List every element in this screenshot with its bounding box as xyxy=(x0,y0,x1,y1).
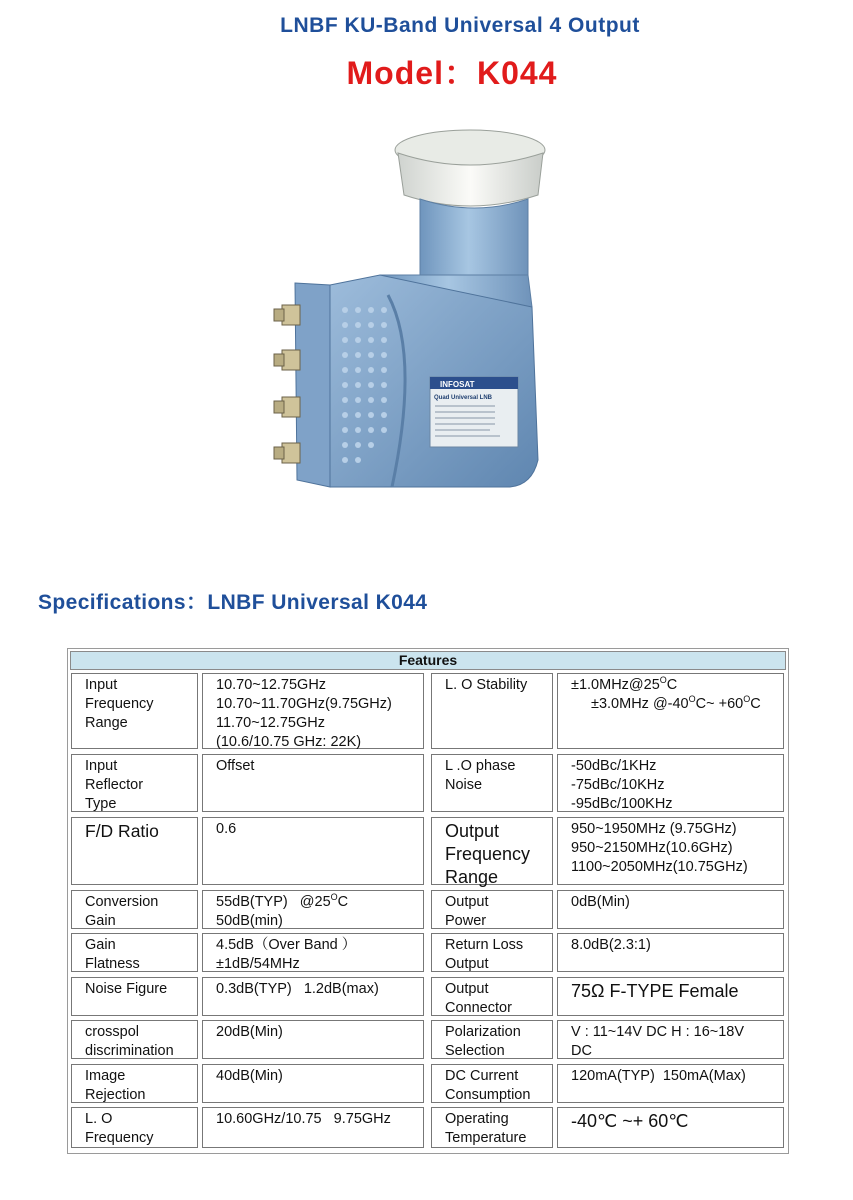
table-cell-value: -50dBc/1KHz -75dBc/10KHz -95dBc/100KHz xyxy=(557,754,784,812)
table-cell-value: 10.60GHz/10.75 9.75GHz xyxy=(202,1107,424,1148)
table-cell-label: Return Loss Output xyxy=(431,933,553,972)
table-cell-label: DC Current Consumption xyxy=(431,1064,553,1103)
table-cell-value: 0dB(Min) xyxy=(557,890,784,929)
table-cell-label: Conversion Gain xyxy=(71,890,198,929)
table-cell-value: 75Ω F-TYPE Female xyxy=(557,977,784,1016)
table-cell-label: F/D Ratio xyxy=(71,817,198,885)
table-cell-value: 0.6 xyxy=(202,817,424,885)
table-cell-label: Input Reflector Type xyxy=(71,754,198,812)
table-cell-value: 20dB(Min) xyxy=(202,1020,424,1059)
table-cell-label: Output Frequency Range xyxy=(431,817,553,885)
conversion-gain-min: 50dB(min) xyxy=(216,913,283,929)
table-cell-value: 10.70~12.75GHz 10.70~11.70GHz(9.75GHz) 11.70~12.75GHz (10.6/10.75 GHz: 22K) xyxy=(202,673,424,749)
lnb-product-image xyxy=(270,125,590,565)
table-cell-label: Noise Figure xyxy=(71,977,198,1016)
table-cell-label: Output Connector xyxy=(431,977,553,1016)
table-cell-label: Output Power xyxy=(431,890,553,929)
table-cell-value xyxy=(202,890,424,929)
table-cell-value: -40℃ ~+ 60℃ xyxy=(557,1107,784,1148)
table-header: Features xyxy=(70,651,786,670)
lo-stability-line2: ±3.0MHz $@-40^OC\sim +60^OC$ xyxy=(591,694,761,712)
table-cell-value: 950~1950MHz (9.75GHz) 950~2150MHz(10.6GHz) 1100~2050MHz(10.75GHz) xyxy=(557,817,784,885)
table-cell-value: 8.0dB(2.3:1) xyxy=(557,933,784,972)
table-cell-value: V : 11~14V DC H : 16~18V DC xyxy=(557,1020,784,1059)
table-cell-value xyxy=(557,673,784,749)
specifications-heading: Specifications：LNBF Universal K044 xyxy=(38,591,428,614)
table-cell-label: L. O Stability xyxy=(431,673,553,749)
table-cell-value: 120mA(TYP) 150mA(Max) xyxy=(557,1064,784,1103)
lo-stability-line1: $\pm 1.0MHz@25^OC$ xyxy=(571,675,678,693)
table-cell-value: 40dB(Min) xyxy=(202,1064,424,1103)
table-cell-value: Offset xyxy=(202,754,424,812)
table-cell-label: Gain Flatness xyxy=(71,933,198,972)
label-device: Quad Universal LNB xyxy=(434,395,493,401)
label-brand: INFOSAT xyxy=(440,380,475,389)
table-cell-label: L .O phase Noise xyxy=(431,754,553,812)
conversion-gain-typ: 55dB(TYP) $@25^OC$ xyxy=(216,892,349,910)
table-cell-label: crosspol discrimination xyxy=(71,1020,198,1059)
table-cell-label: Image Rejection xyxy=(71,1064,198,1103)
table-cell-value: 0.3dB(TYP) 1.2dB(max) xyxy=(202,977,424,1016)
table-cell-value: 4.5dB（Over Band ） ±1dB/54MHz xyxy=(202,933,424,972)
specifications-table xyxy=(67,648,789,1154)
model-title: Model：K044 xyxy=(346,55,558,91)
page-title: LNBF KU-Band Universal 4 Output xyxy=(280,14,640,37)
table-cell-label: Operating Temperature xyxy=(431,1107,553,1148)
table-cell-label: L. O Frequency xyxy=(71,1107,198,1148)
table-cell-label: Polarization Selection xyxy=(431,1020,553,1059)
table-cell-label: Input Frequency Range xyxy=(71,673,198,749)
